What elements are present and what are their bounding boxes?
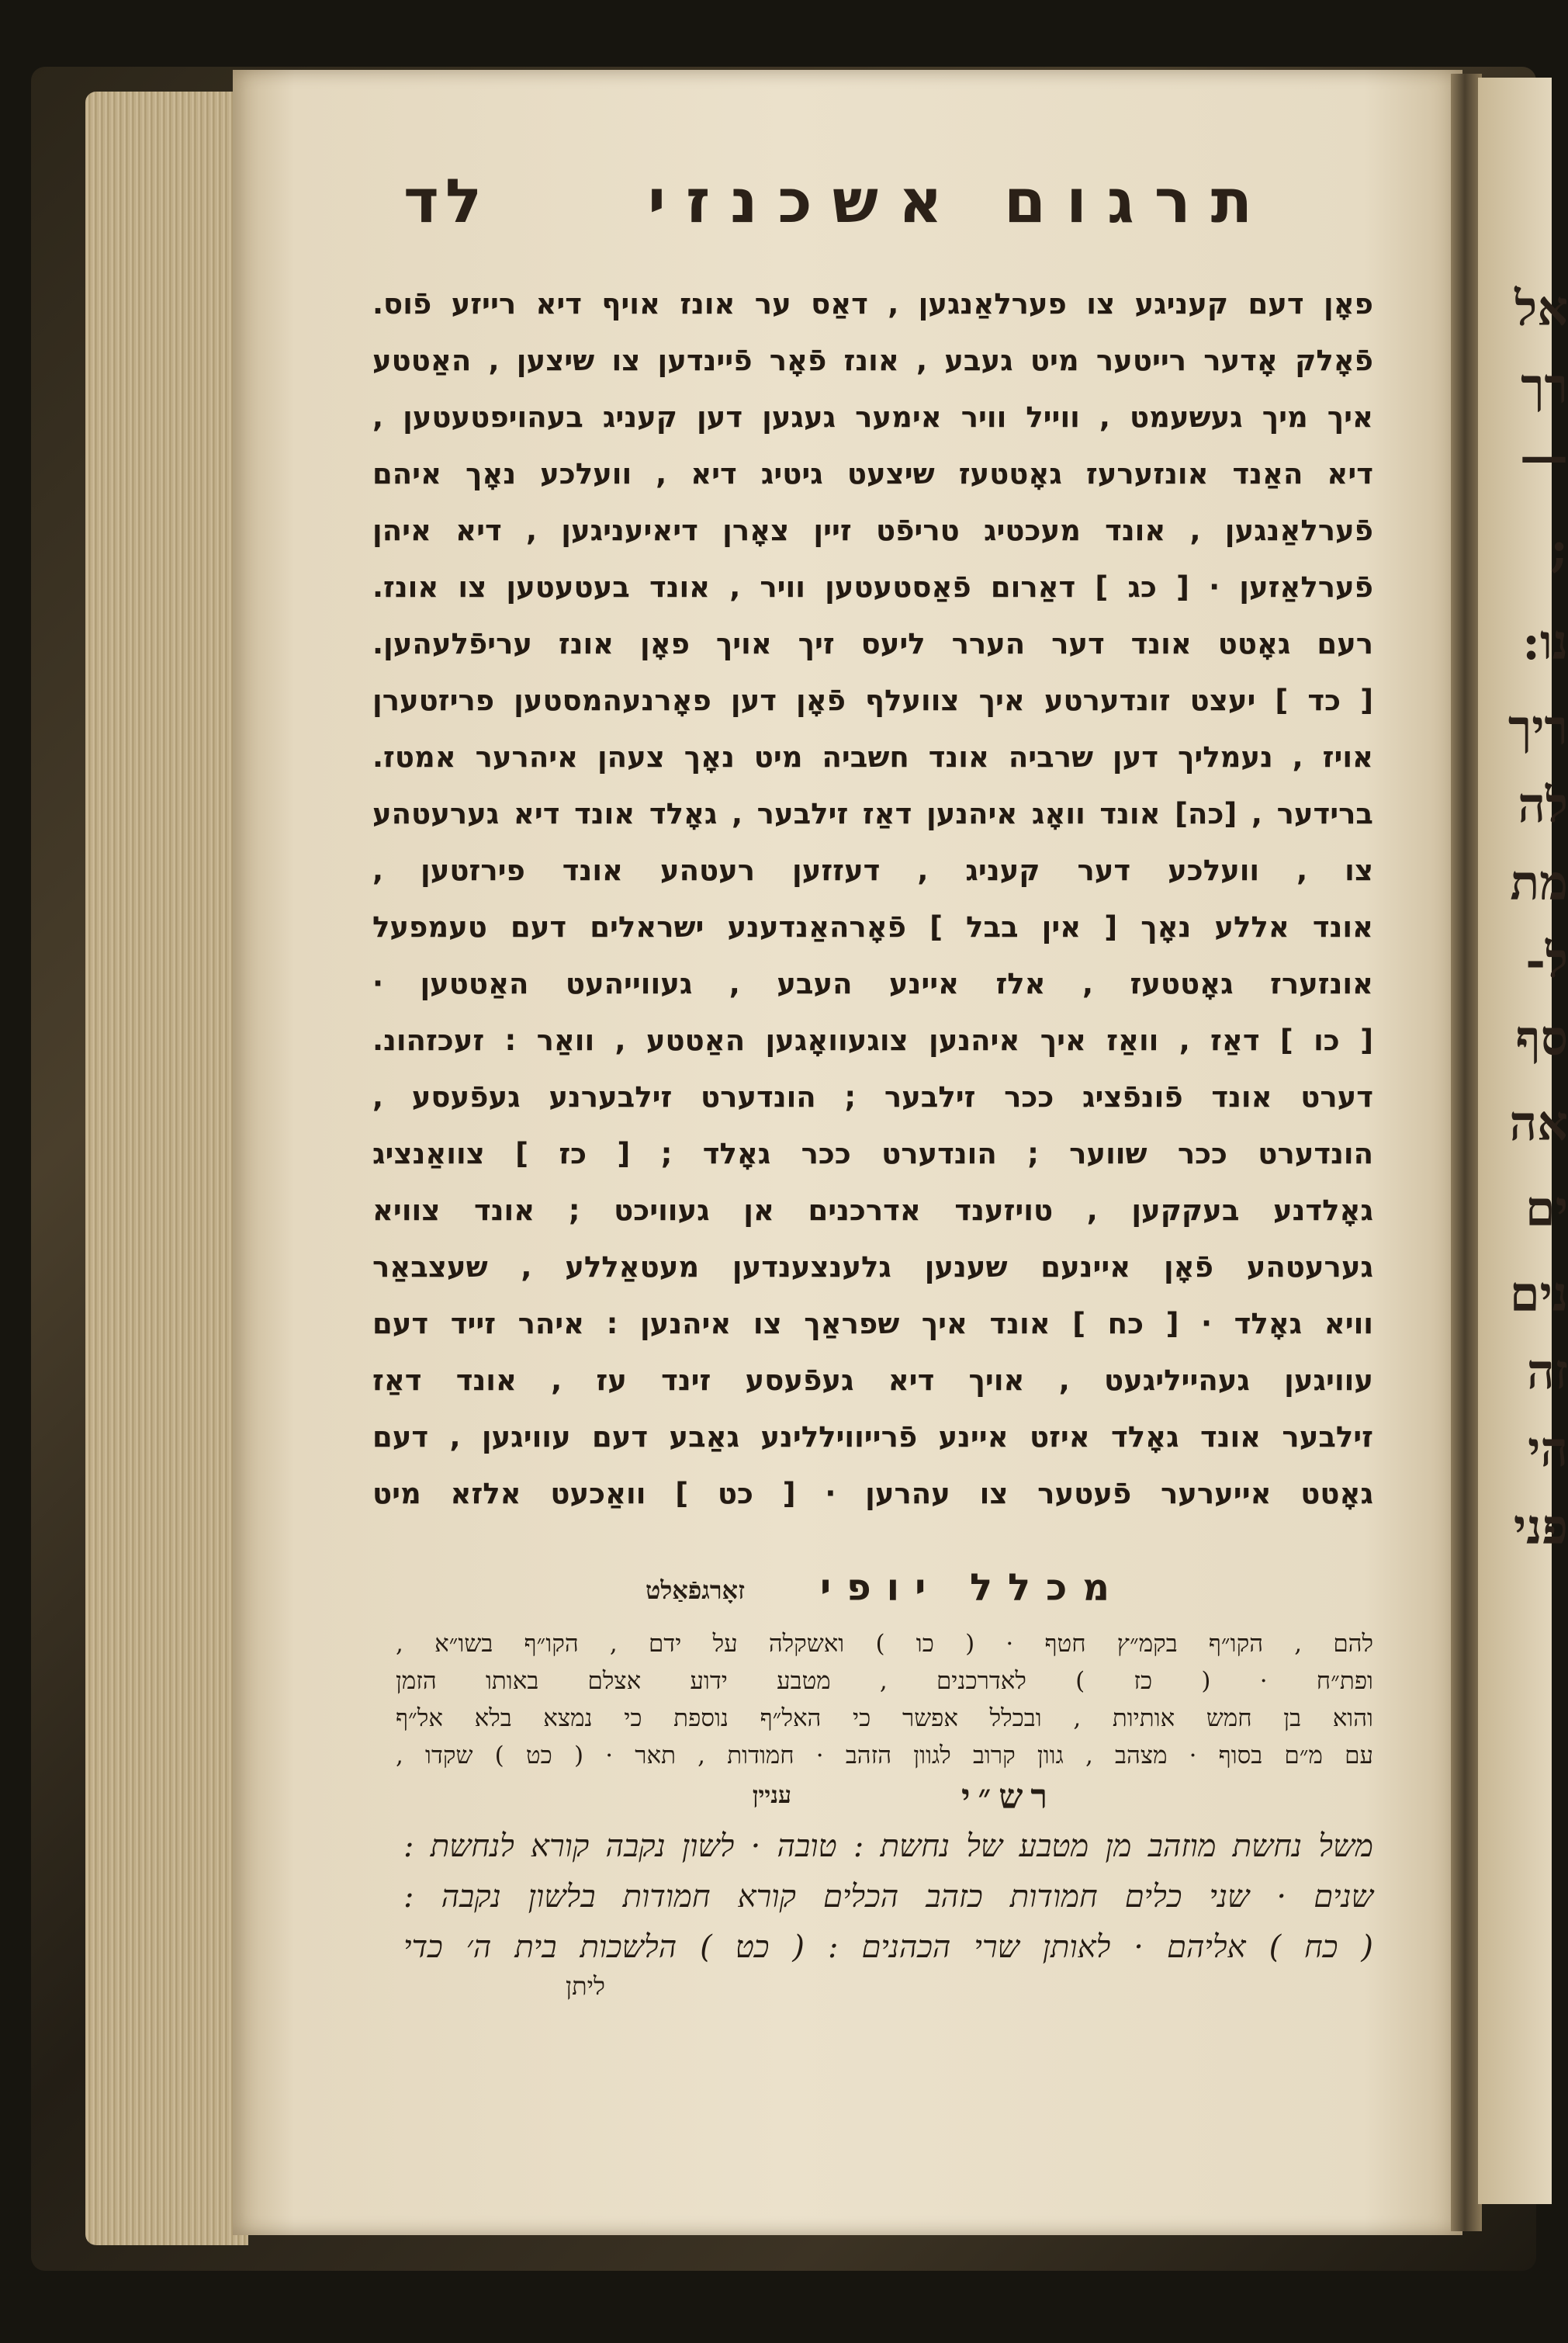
fragment-line: פני (1513, 1499, 1568, 1555)
text-line: פֿערלאַנגען , אונד מעכטיג טריפֿט זיין צאָרן דיאיעניגען , דיא איהן (372, 514, 1373, 547)
fragment-line: זה (1527, 1343, 1568, 1400)
fragment-line: נים (1509, 1266, 1568, 1322)
commentary-line: להם , הקו״ף בקמ״ץ חטף · ( כו ) ואשקלה על ידם , הקו״ף בשו״א , (396, 1630, 1373, 1658)
fragment-line: אל (1514, 280, 1568, 337)
fragment-line: סף (1515, 1010, 1568, 1066)
text-line: [ כד ] יעצט זונדערטע איך צוועלף פֿאָן דען פאָרנעהמסטען פריזטערן (372, 684, 1373, 717)
commentary-title: מכלל יופי (819, 1566, 1125, 1610)
book-gutter (1451, 74, 1482, 2231)
fragment-line: לה (1518, 777, 1568, 834)
text-line: הונדערט ככר שווער ; הונדערט ככר גאָלד ; [ כז ] צוואַנציג (372, 1137, 1373, 1170)
commentary-heading (473, 1566, 1381, 1620)
text-line: רעם גאָטט אונד דער הערר ליעס זיך אויך פאָן אונז עריפֿלעהען. (372, 627, 1373, 660)
text-line: דערט אונד פֿונפֿציג ככר זילבער ; הונדערט זילבערנע געפֿעסע , (372, 1080, 1373, 1114)
text-line: גאָלדנע בעקקען , טויזענד אדרכנים אן געוויכט ; אונד צוויא (372, 1194, 1373, 1227)
fragment-line: נו: (1522, 614, 1568, 671)
fragment-line: ריך (1507, 699, 1568, 756)
fragment-line: ל- (1525, 932, 1568, 989)
page-catchword: ליתן (565, 1971, 605, 2001)
text-line: פֿערלאַזען · [ כג ] דאַרום פֿאַסטעטען וויר , אונד בעטעטען צו אונז. (372, 570, 1373, 604)
fragment-line: ים (1525, 1180, 1568, 1237)
running-header (403, 167, 1272, 244)
catchword: זאָרגפֿאַלט (646, 1575, 745, 1605)
text-line: צו , וועלכע דער קעניג , דעזזען רעטהע אונד פירזטען , (372, 854, 1373, 887)
fragment-line: אה (1509, 1095, 1568, 1152)
fragment-line: ; (1550, 521, 1568, 577)
text-line: גערעטהע פֿאָן איינעם שענען גלענצענדען מעטאַללע , שעצבאַר (372, 1250, 1373, 1284)
commentary-line: עם מ״ם בסוף · מצהב , גוון קרוב לגוון הזהב · חמודות , תאר · ( כט ) שקדו , (396, 1742, 1373, 1769)
text-line: ברידער , [כה] אונד וואָג איהנען דאַז זילבער , גאָלד אונד דיא גערעטהע (372, 797, 1373, 830)
text-line: עוויגען געהייליגעט , אויך דיא געפֿעסע זינד עז , אונד דאַז (372, 1364, 1373, 1397)
text-line: וויא גאָלד · [ כח ] אונד איך שפראַך צו איהנען : איהר זייד דעם (372, 1307, 1373, 1340)
right-page-fragment (1478, 78, 1568, 2204)
page-title: תרגום אשכנזי (648, 167, 1272, 237)
text-line: גאָטט אייערער פֿעטער צו עהרען · [ כט ] וואַכעט אלזא מיט (372, 1477, 1373, 1510)
text-line: איך מיך געשעמט , ווייל וויר אימער געגען דען קעניג בעהויפטעטען , (372, 400, 1373, 434)
page-edges (85, 92, 248, 2245)
text-line: אונד אללע נאָך [ אין בבל ] פֿאָרהאַנדענע ישראלים דעם טעמפעל (372, 910, 1373, 944)
text-line: פֿאָלק אָדער רייטער מיט געבע , אונז פֿאָר פֿיינדען צו שיצען , האַטטע (372, 344, 1373, 377)
text-line: זילבער אונד גאָלד איזט איינע פֿרייוויללינע גאַבע דעם עוויגען , דעם (372, 1420, 1373, 1454)
page-number: לד (403, 167, 489, 237)
text-line: אויז , נעמליך דען שרביה אונד חשביה מיט נאָך צעהן איהרער אמטז. (372, 740, 1373, 774)
text-line: פאָן דעם קעניגע צו פערלאַנגען , דאַס ער אונז אויף דיא רייזע פֿוס. (372, 287, 1373, 321)
fragment-line: מת (1510, 854, 1568, 911)
rashi-line: משל נחשת מוזהב מן מטבע של נחשת : טובה · לשון נקבה קורא לנחשת : (403, 1828, 1373, 1864)
rashi-line: ( כח ) אליהם · לאותן שרי הכהנים : ( כט ) הלשכות בית ה׳ כדי (403, 1929, 1373, 1965)
text-line: אונזערז גאָטטעז , אלז איינע העבע , געווייהעט האַטטען · (372, 967, 1373, 1000)
rashi-heading (473, 1777, 1381, 1821)
commentary-line: ופת״ח · ( כז ) לאדרכנים , מטבע ידוע אצלם באותו הזמן (396, 1667, 1373, 1695)
fragment-line: רך (1521, 358, 1568, 414)
commentary-line: והוא בן חמש אותיות , ובכלל אפשר כי האל״ף נוספת כי נמצא בלא אל״ף (396, 1704, 1373, 1732)
text-line: [ כו ] דאַז , וואַז איך איהנען צוגעוואָגען האַטטע , וואַר : זעכזהונ. (372, 1024, 1373, 1057)
fragment-line: הי (1528, 1421, 1568, 1478)
text-line: דיא האַנד אונזערעז גאָטטעז שיצעט גיטיג דיא , וועלכע נאָך איהם (372, 457, 1373, 490)
rashi-line: שנים · שני כלים חמודות כזהב הכלים קורא חמודות בלשון נקבה : (403, 1879, 1373, 1915)
fragment-line: — (1520, 428, 1568, 484)
rashi-catchword: עניין (752, 1782, 791, 1809)
rashi-title: רש״י (961, 1777, 1055, 1817)
